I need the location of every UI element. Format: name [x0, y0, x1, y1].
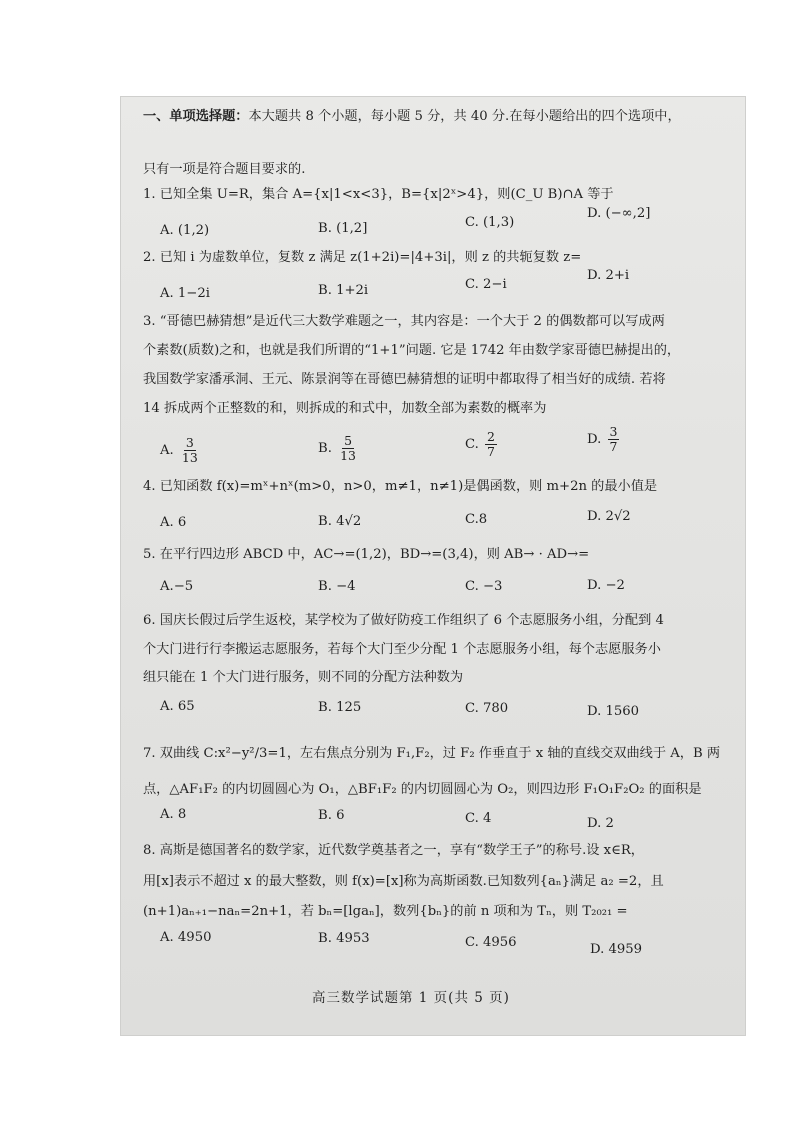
question-6-option-a: A. 65 — [160, 699, 195, 714]
question-7-option-a: A. 8 — [160, 807, 187, 822]
question-3-option-a — [160, 436, 200, 465]
question-4-option-b: B. 4√2 — [318, 514, 362, 529]
question-4-option-c: C.8 — [465, 512, 488, 527]
fraction-numerator: 3 — [609, 424, 618, 439]
fraction-denominator: 7 — [487, 444, 495, 459]
question-2-option-a: A. 1−2i — [160, 286, 210, 301]
question-2-option-c: C. 2−i — [465, 277, 507, 292]
option-label: A. — [160, 443, 174, 458]
fraction — [608, 425, 620, 454]
question-6-option-b: B. 125 — [318, 700, 362, 715]
fraction — [180, 436, 200, 465]
question-1-option-a: A. (1,2) — [160, 223, 210, 238]
question-5-text: 5. 在平行四边形 ABCD 中，AC→=(1,2)，BD→=(3,4)，则 AB→ · AD→= — [143, 547, 590, 562]
question-3-option-c — [465, 430, 497, 459]
question-7-option-c: C. 4 — [465, 811, 492, 826]
question-3-line-1: 3. “哥德巴赫猜想”是近代三大数学难题之一，其内容是：一个大于 2 的偶数都可以写成两 — [143, 314, 665, 329]
question-5-option-b: B. −4 — [318, 579, 356, 594]
section-heading: 一、单项选择题： — [143, 109, 249, 124]
question-4-option-a: A. 6 — [160, 515, 187, 530]
fraction — [338, 434, 358, 463]
section-intro-text: 本大题共 8 个小题，每小题 5 分，共 40 分.在每小题给出的四个选项中， — [248, 109, 681, 124]
question-8-option-a: A. 4950 — [160, 930, 212, 945]
question-3-line-2: 个素数(质数)之和，也就是我们所谓的“1+1”问题. 它是 1742 年由数学家哥德巴赫提出的， — [143, 343, 681, 358]
question-5-option-d: D. −2 — [587, 578, 625, 593]
question-7-option-d: D. 2 — [587, 816, 614, 831]
question-5-option-c: C. −3 — [465, 579, 503, 594]
question-8-line-1: 8. 高斯是德国著名的数学家，近代数学奠基者之一，享有“数学王子”的称号.设 x∈R， — [143, 843, 644, 858]
section-intro-line-1 — [143, 108, 681, 126]
fraction-denominator: 13 — [181, 450, 198, 465]
question-7-line-2: 点，△AF₁F₂ 的内切圆圆心为 O₁，△BF₁F₂ 的内切圆圆心为 O₂，则四边形 F₁O₁F₂O₂ 的面积是 — [143, 782, 702, 797]
question-2-option-d: D. 2+i — [587, 268, 630, 283]
question-6-line-2: 个大门进行行李搬运志愿服务，若每个大门至少分配 1 个志愿服务小组，每个志愿服务小 — [143, 642, 661, 657]
question-3-line-4: 14 拆成两个正整数的和，则拆成的和式中，加数全部为素数的概率为 — [143, 401, 547, 416]
question-8-option-c: C. 4956 — [465, 935, 517, 950]
fraction-numerator: 3 — [185, 435, 194, 450]
question-7-option-b: B. 6 — [318, 808, 345, 823]
question-4-text: 4. 已知函数 f(x)=mˣ+nˣ(m>0，n>0，m≠1，n≠1)是偶函数，则 m+2n 的最小值是 — [143, 479, 658, 494]
question-8-line-3: (n+1)aₙ₊₁−naₙ=2n+1，若 bₙ=[lgaₙ]，数列{bₙ}的前 n 项和为 Tₙ，则 T₂₀₂₁ = — [143, 904, 628, 919]
question-7-line-1: 7. 双曲线 C:x²−y²/3=1，左右焦点分别为 F₁,F₂，过 F₂ 作垂直于 x 轴的直线交双曲线于 A，B 两 — [143, 746, 721, 761]
fraction-denominator: 13 — [340, 448, 356, 463]
question-8-line-2: 用[x]表示不超过 x 的最大整数，则 f(x)=[x]称为高斯函数.已知数列{aₙ}满足 a₂ =2，且 — [143, 874, 664, 889]
fraction — [485, 430, 497, 459]
question-8-option-d: D. 4959 — [590, 942, 643, 957]
question-6-option-c: C. 780 — [465, 701, 509, 716]
question-3-line-3: 我国数学家潘承洞、王元、陈景润等在哥德巴赫猜想的证明中都取得了相当好的成绩. 若将 — [143, 372, 666, 387]
option-label: D. — [587, 432, 602, 447]
exam-sheet — [120, 96, 746, 1036]
fraction-denominator: 7 — [609, 439, 618, 454]
page-footer: 高三数学试题第 1 页(共 5 页) — [312, 990, 510, 1006]
question-6-option-d: D. 1560 — [587, 704, 640, 719]
question-4-option-d: D. 2√2 — [587, 509, 631, 524]
fraction-numerator: 2 — [487, 429, 495, 444]
question-1-option-c: C. (1,3) — [465, 215, 515, 230]
question-2-option-b: B. 1+2i — [318, 283, 369, 298]
question-5-option-a: A.−5 — [160, 579, 194, 594]
question-6-line-3: 组只能在 1 个大门进行服务，则不同的分配方法种数为 — [143, 670, 464, 685]
fraction-numerator: 5 — [344, 433, 353, 448]
question-1-option-d: D. (−∞,2] — [587, 206, 651, 221]
question-1-option-b: B. (1,2] — [318, 221, 368, 236]
question-6-line-1: 6. 国庆长假过后学生返校，某学校为了做好防疫工作组织了 6 个志愿服务小组，分配到 4 — [143, 613, 664, 628]
section-intro-line-2: 只有一项是符合题目要求的. — [143, 162, 306, 177]
question-2-text: 2. 已知 i 为虚数单位，复数 z 满足 z(1+2i)=|4+3i|，则 z 的共轭复数 z= — [143, 250, 582, 265]
question-8-option-b: B. 4953 — [318, 931, 370, 946]
question-3-option-b — [318, 434, 358, 463]
question-1-text: 1. 已知全集 U=R，集合 A={x|1<x<3}，B={x|2ˣ>4}，则(C_U B)∩A 等于 — [143, 187, 614, 202]
option-label: C. — [465, 437, 479, 452]
option-label: B. — [318, 441, 332, 456]
question-3-option-d — [587, 425, 619, 454]
